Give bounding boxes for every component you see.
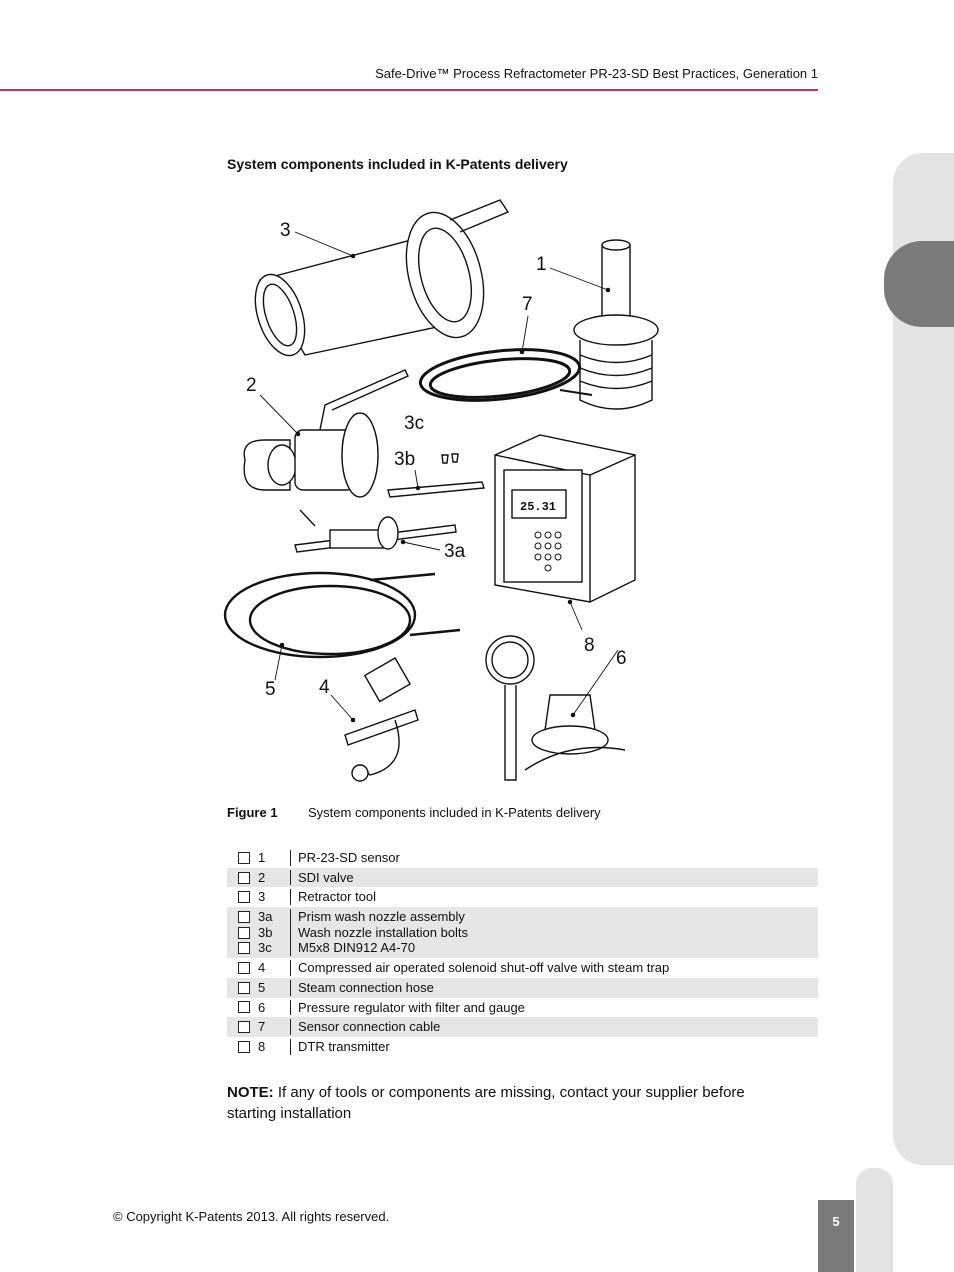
item-number: 8 (258, 1038, 266, 1054)
header-rule (0, 89, 818, 91)
checkbox[interactable] (238, 962, 250, 974)
item-description: Prism wash nozzle assembly (298, 909, 465, 925)
callout-3b: 3b (394, 449, 416, 470)
checkbox[interactable] (238, 852, 250, 864)
caption-text: System components included in K-Patents delivery (308, 805, 601, 820)
nozzle-assembly-drawing (295, 510, 456, 552)
side-tab-bottom (856, 1168, 893, 1272)
pressure-regulator-drawing (486, 636, 625, 780)
checkbox[interactable] (238, 942, 250, 954)
page-number: 5 (832, 1214, 840, 1229)
callout-3c: 3c (404, 413, 425, 434)
transmitter-drawing (495, 435, 635, 602)
item-number: 3b (258, 924, 273, 940)
callout-1: 1 (536, 254, 547, 275)
transmitter-display: 25.31 (520, 500, 557, 514)
checklist-row (227, 887, 818, 907)
item-number: 7 (258, 1019, 266, 1035)
checklist-row (227, 998, 818, 1018)
callout-8: 8 (584, 635, 595, 656)
section-title: System components included in K-Patents delivery (227, 156, 568, 172)
checklist-row (227, 958, 818, 978)
callout-5: 5 (265, 679, 276, 700)
checklist-row (227, 848, 818, 868)
solenoid-valve-drawing (345, 658, 418, 781)
item-number: 3c (258, 940, 272, 956)
callout-4: 4 (319, 677, 330, 698)
item-number: 5 (258, 979, 266, 995)
caption-label: Figure 1 (227, 805, 278, 820)
figure-caption (227, 805, 601, 820)
item-number: 4 (258, 960, 266, 976)
checkbox[interactable] (238, 891, 250, 903)
checkbox[interactable] (238, 1041, 250, 1053)
note (227, 1082, 747, 1124)
item-description: Pressure regulator with filter and gauge (298, 999, 525, 1015)
page-number-box (818, 1200, 854, 1272)
callout-2: 2 (246, 375, 257, 396)
checkbox[interactable] (238, 1021, 250, 1033)
checkbox[interactable] (238, 872, 250, 884)
callout-3a: 3a (444, 541, 466, 562)
checklist-row (227, 1037, 818, 1057)
sensor-drawing (574, 240, 658, 409)
checkbox[interactable] (238, 982, 250, 994)
note-label: NOTE: (227, 1084, 274, 1101)
item-description: Retractor tool (298, 889, 377, 905)
item-description: Sensor connection cable (298, 1019, 441, 1035)
item-number: 2 (258, 869, 266, 885)
copyright-footer: © Copyright K-Patents 2013. All rights reserved. (113, 1209, 390, 1224)
checklist-row (227, 1017, 818, 1037)
item-description: Compressed air operated solenoid shut-off valve with steam trap (298, 960, 670, 976)
item-description: DTR transmitter (298, 1038, 390, 1054)
running-header: Safe-Drive™ Process Refractometer PR-23-SD Best Practices, Generation 1 (375, 66, 818, 81)
sdi-valve-drawing (244, 370, 408, 497)
checkbox[interactable] (238, 911, 250, 923)
item-number: 1 (258, 850, 266, 865)
item-description: SDI valve (298, 869, 354, 885)
callout-7: 7 (522, 294, 533, 315)
components-figure (220, 190, 660, 800)
checkbox[interactable] (238, 927, 250, 939)
item-number: 3 (258, 889, 266, 905)
side-tab-active (884, 241, 954, 327)
checklist-row (227, 868, 818, 888)
installation-bar-drawing (388, 482, 484, 497)
item-description: Wash nozzle installation bolts (298, 924, 469, 940)
checklist-row (227, 907, 818, 958)
item-number: 3a (258, 909, 273, 925)
callout-3: 3 (280, 220, 291, 241)
item-description: M5x8 DIN912 A4-70 (298, 940, 416, 956)
components-checklist (227, 848, 818, 1057)
bolts-drawing (442, 454, 458, 463)
item-description: Steam connection hose (298, 979, 434, 995)
item-description: PR-23-SD sensor (298, 850, 400, 865)
note-text: If any of tools or components are missing, contact your supplier before starting installation (227, 1084, 745, 1122)
steam-hose-drawing (225, 573, 460, 657)
callout-6: 6 (616, 648, 627, 669)
checklist-row (227, 978, 818, 998)
item-number: 6 (258, 999, 266, 1015)
cable-drawing (418, 343, 592, 407)
checkbox[interactable] (238, 1001, 250, 1013)
